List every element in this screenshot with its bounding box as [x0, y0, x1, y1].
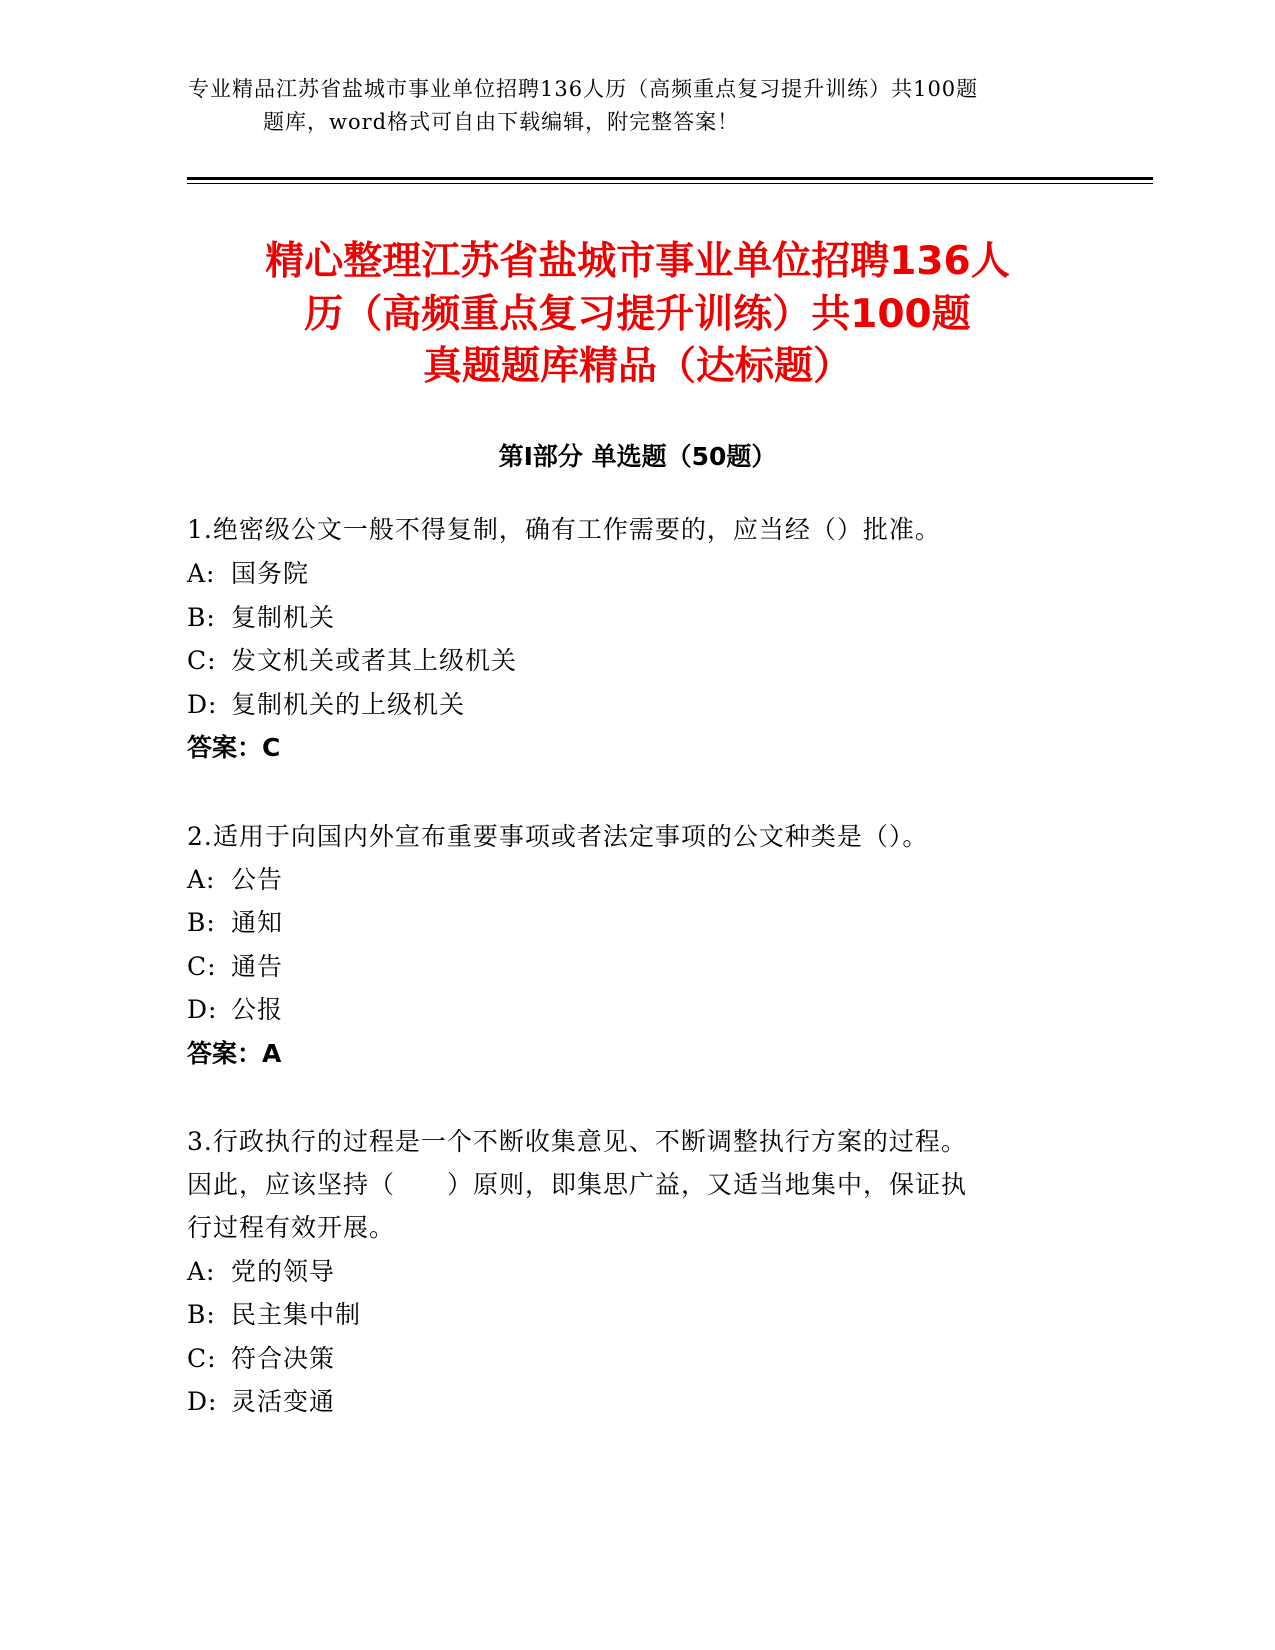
question-2-option-c — [187, 947, 283, 983]
question-2-option-a — [187, 860, 283, 896]
document-title-line-1: 精心整理江苏省盐城市事业单位招聘136人 — [265, 239, 1010, 284]
question-3-option-b — [187, 1295, 361, 1331]
option-label: C: — [187, 1344, 217, 1373]
question-1-option-b — [187, 598, 335, 634]
option-label: A: — [187, 865, 216, 894]
option-text: 复制机关 — [231, 603, 336, 632]
option-text: 符合决策 — [231, 1344, 336, 1373]
header-line-1: 专业精品江苏省盐城市事业单位招聘136人历（高频重点复习提升训练）共100题 — [188, 77, 979, 101]
question-3-stem-line-2: 因此，应该坚持（ ）原则，即集思广益，又适当地集中，保证执 — [187, 1170, 968, 1199]
option-text: 国务院 — [231, 559, 310, 588]
question-3-option-d — [187, 1382, 335, 1418]
option-text: 公报 — [231, 995, 284, 1024]
question-2-option-b — [187, 903, 283, 939]
option-label: A: — [187, 1257, 216, 1286]
question-1-option-d — [187, 685, 465, 721]
option-label: D: — [187, 1387, 218, 1416]
question-2-stem: 2.适用于向国内外宣布重要事项或者法定事项的公文种类是（）。 — [187, 822, 929, 851]
option-label: B: — [187, 1300, 216, 1329]
question-2-answer: 答案：A — [187, 1039, 282, 1068]
question-3-stem-line-1: 3.行政执行的过程是一个不断收集意见、不断调整执行方案的过程。 — [187, 1127, 967, 1156]
option-text: 复制机关的上级机关 — [231, 690, 466, 719]
option-label: B: — [187, 603, 216, 632]
question-1-option-a — [187, 554, 309, 590]
header-rule-thin — [187, 183, 1153, 184]
option-label: A: — [187, 559, 216, 588]
question-3-option-c — [187, 1339, 335, 1375]
option-label: B: — [187, 908, 216, 937]
document-title-line-3: 真题题库精品（达标题） — [422, 344, 852, 389]
option-text: 通知 — [231, 908, 284, 937]
option-text: 民主集中制 — [231, 1300, 362, 1329]
question-1-answer: 答案：C — [187, 733, 281, 762]
question-3-option-a — [187, 1252, 335, 1288]
option-text: 党的领导 — [231, 1257, 336, 1286]
header-line-2: 题库，word格式可自由下载编辑，附完整答案！ — [263, 110, 740, 134]
option-text: 公告 — [231, 865, 284, 894]
option-label: D: — [187, 690, 218, 719]
question-3-stem-line-3: 行过程有效开展。 — [187, 1213, 396, 1242]
option-label: C: — [187, 952, 217, 981]
document-title-line-2: 历（高频重点复习提升训练）共100题 — [304, 292, 971, 337]
question-1-stem: 1.绝密级公文一般不得复制，确有工作需要的，应当经（）批准。 — [187, 515, 941, 544]
option-text: 通告 — [231, 952, 284, 981]
question-2-option-d — [187, 990, 283, 1026]
option-label: C: — [187, 646, 217, 675]
option-label: D: — [187, 995, 218, 1024]
header-rule-thick — [187, 177, 1153, 180]
option-text: 发文机关或者其上级机关 — [231, 646, 518, 675]
option-text: 灵活变通 — [231, 1387, 336, 1416]
question-1-option-c — [187, 641, 517, 677]
section-heading: 第I部分 单选题（50题） — [498, 442, 777, 471]
